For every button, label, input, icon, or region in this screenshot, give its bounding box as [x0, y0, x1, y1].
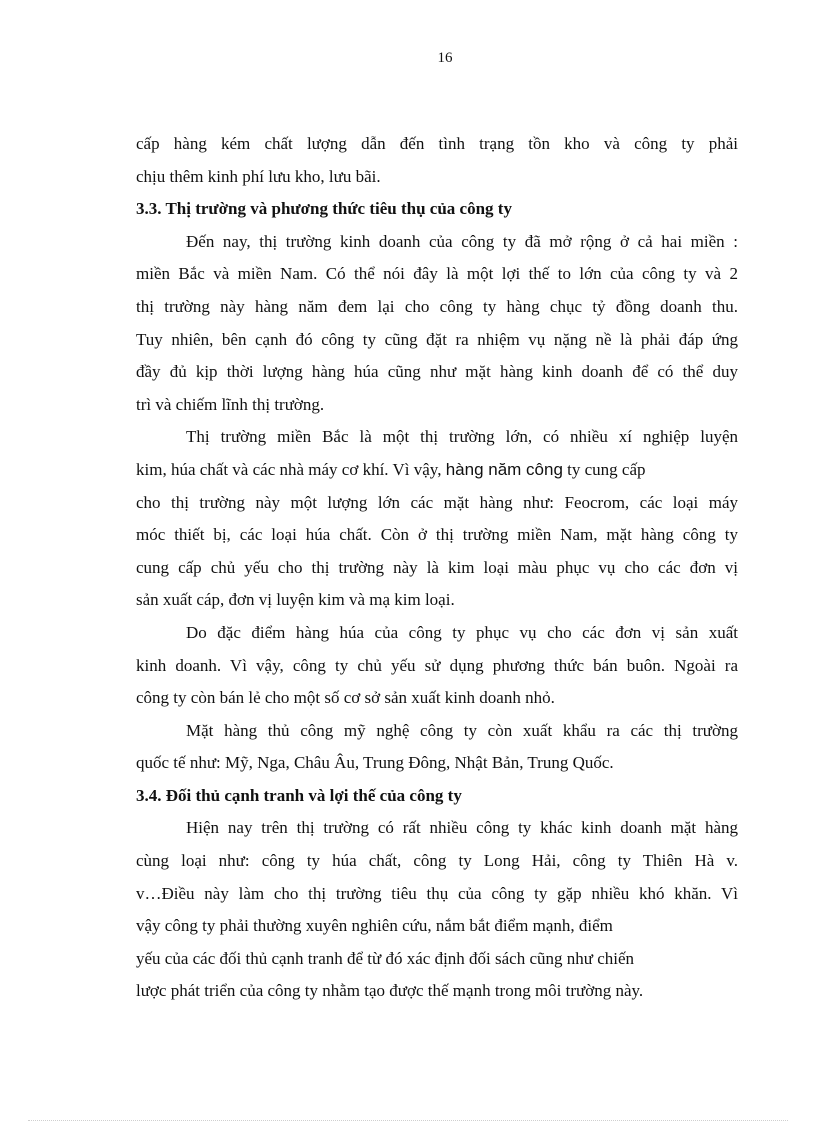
page-number: 16	[437, 50, 453, 66]
text-segment: ty cung cấp	[562, 459, 646, 479]
text-line-mixed	[136, 454, 738, 487]
text-line: vậy công ty phải thường xuyên nghiên cứu, nắm bắt điểm mạnh, điểm	[136, 916, 613, 936]
section-heading-3-3: 3.3. Thị trường và phương thức tiêu thụ của công ty	[136, 199, 512, 219]
text-line: Thị trường miền Bắc là một thị trường lớn, có nhiều xí nghiệp luyện	[186, 427, 738, 447]
text-line: cung cấp chủ yếu cho thị trường này là kim loại màu phục vụ cho các đơn vị	[136, 557, 738, 577]
text-segment: kim, húa chất và các nhà máy cơ khí. Vì vậy,	[136, 459, 446, 479]
text-line: kinh doanh. Vì vậy, công ty chủ yếu sử dụng phương thức bán buôn. Ngoài ra	[136, 655, 738, 675]
text-line: Đến nay, thị trường kinh doanh của công ty đã mở rộng ở cả hai miền :	[186, 231, 738, 251]
text-line: chịu thêm kinh phí lưu kho, lưu bãi.	[136, 166, 381, 186]
text-line: cùng loại như: công ty húa chất, công ty Long Hải, công ty Thiên Hà v.	[136, 851, 738, 871]
text-line: cho thị trường này một lượng lớn các mặt hàng như: Feocrom, các loại máy	[136, 492, 738, 512]
text-line: Do đặc điểm hàng húa của công ty phục vụ cho các đơn vị sản xuất	[186, 622, 738, 642]
text-line: cấp hàng kém chất lượng dẫn đến tình trạng tồn kho và công ty phải	[136, 134, 738, 153]
text-line: quốc tế như: Mỹ, Nga, Châu Âu, Trung Đông, Nhật Bản, Trung Quốc.	[136, 753, 614, 773]
text-segment-sans: hàng năm công	[445, 459, 563, 479]
text-line: thị trường này hàng năm đem lại cho công ty hàng chục tỷ đồng doanh thu.	[136, 296, 738, 316]
text-line: miền Bắc và miền Nam. Có thể nói đây là một lợi thế to lớn của công ty và 2	[136, 264, 738, 284]
document-body	[136, 128, 738, 1008]
page-bottom-rule	[28, 1120, 788, 1121]
text-line: lược phát triển của công ty nhằm tạo được thế mạnh trong môi trường này.	[136, 981, 644, 1001]
text-line: trì và chiếm lĩnh thị trường.	[136, 394, 325, 414]
text-line: Hiện nay trên thị trường có rất nhiều công ty khác kinh doanh mặt hàng	[186, 818, 738, 838]
text-line: đầy đủ kịp thời lượng hàng húa cũng như mặt hàng kinh doanh để có thể duy	[136, 362, 738, 382]
text-line: Mặt hàng thủ công mỹ nghệ công ty còn xuất khẩu ra các thị trường	[186, 720, 738, 740]
text-line: Tuy nhiên, bên cạnh đó công ty cũng đặt ra nhiệm vụ nặng nề là phải đáp ứng	[136, 329, 738, 349]
text-line: công ty còn bán lẻ cho một số cơ sở sản xuất kinh doanh nhỏ.	[136, 688, 555, 708]
text-line: móc thiết bị, các loại húa chất. Còn ở thị trường miền Nam, mặt hàng công ty	[136, 525, 738, 545]
text-line: yếu của các đối thủ cạnh tranh để từ đó xác định đối sách cũng như chiến	[136, 948, 635, 968]
text-line: sản xuất cáp, đơn vị luyện kim và mạ kim loại.	[136, 590, 455, 610]
section-heading-3-4: 3.4. Đối thủ cạnh tranh và lợi thế của công ty	[136, 785, 462, 805]
text-line: v…Điều này làm cho thị trường tiêu thụ của công ty gặp nhiều khó khăn. Vì	[136, 883, 738, 903]
